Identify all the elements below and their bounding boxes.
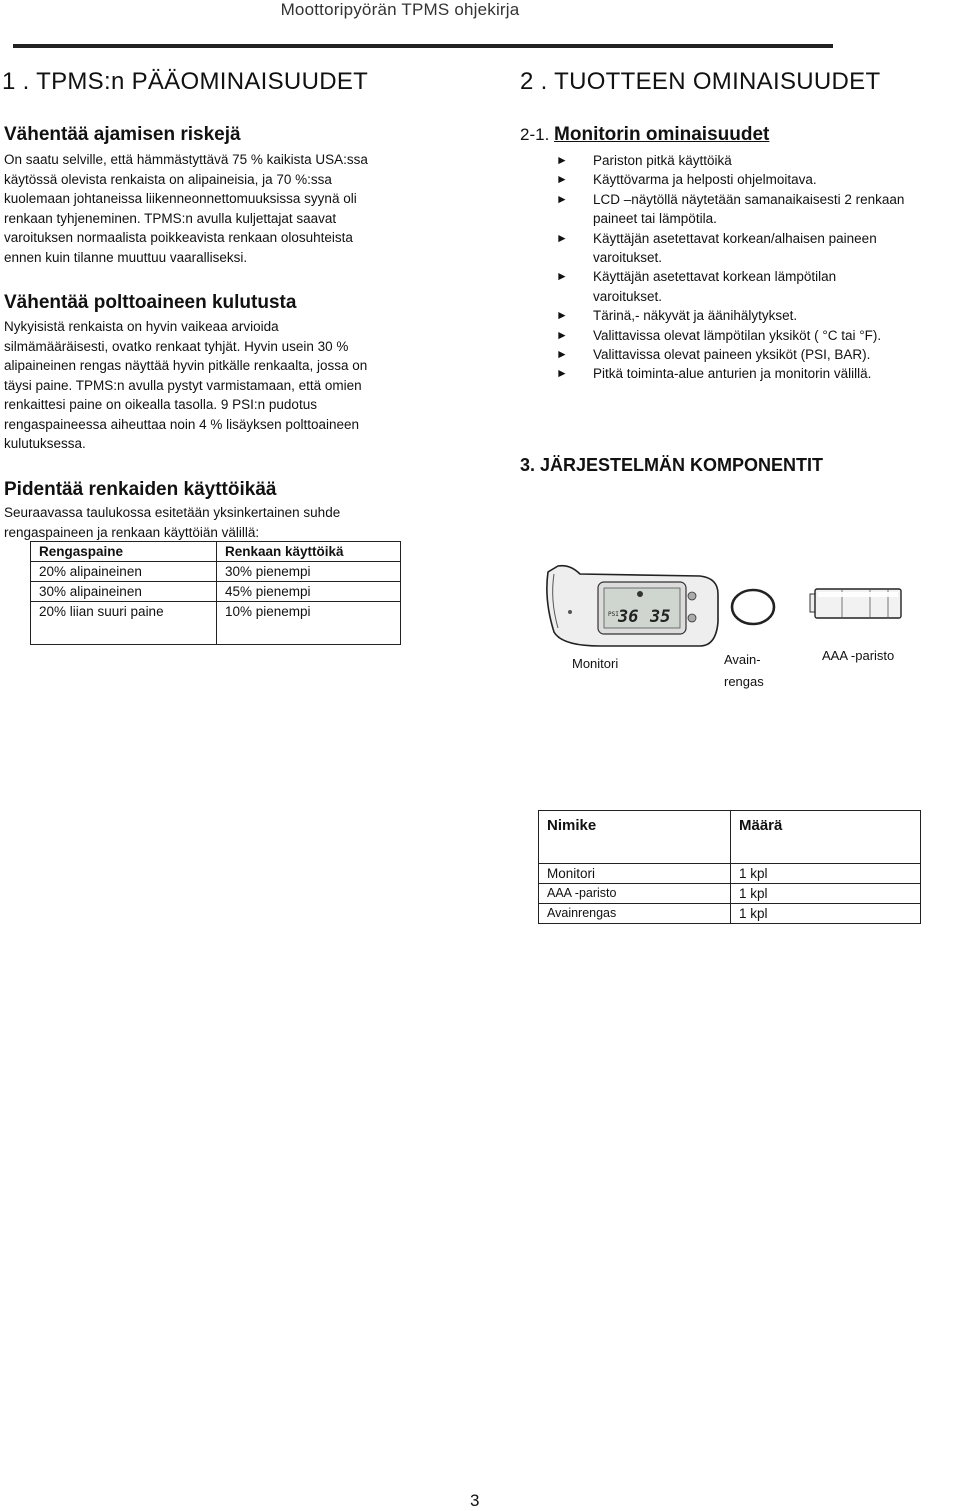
table-row	[539, 884, 921, 904]
table-cell: 30% pienempi	[217, 562, 401, 582]
risk-line: käytössä olevista renkaista on alipaineisia, ja 70 %:ssa	[4, 171, 332, 187]
table-row	[539, 864, 921, 884]
key-ring-icon	[728, 586, 778, 628]
section2-1-title: Monitorin ominaisuudet	[554, 124, 770, 145]
fuel-line: rengaspaineessa aiheuttaa noin 4 % lisäyksen polttoaineen	[4, 416, 360, 432]
life-line: Seuraavassa taulukossa esitetään yksinkertainen suhde	[4, 505, 341, 520]
list-item: ► Pitkä toiminta-alue anturien ja monitorin välillä.	[520, 364, 960, 383]
fuel-line: renkaittesi paine on oikealla tasolla. 9 PSI:n pudotus	[4, 397, 317, 412]
list-item: ► Tärinä,- näkyvät ja äänihälytykset.	[520, 306, 960, 325]
table-row	[31, 602, 401, 645]
table-cell: 30% alipaineinen	[31, 582, 217, 602]
list-item: ► Käyttäjän asetettavat korkean lämpötilan varoitukset.	[556, 269, 837, 304]
feature-list	[520, 151, 960, 384]
table-header-cell: Renkaan käyttöikä	[217, 542, 401, 562]
risk-heading: Vähentää ajamisen riskejä	[4, 124, 241, 145]
table-header-cell: Määrä	[731, 811, 921, 864]
section2-1-number: 2-1.	[520, 125, 550, 144]
list-item: ► LCD –näytöllä näytetään samanaikaisesti 2 renkaan paineet tai lämpötila.	[556, 191, 905, 227]
fuel-line: alipaineinen rengas näyttää hyvin pitkälle renkaalta, jossa on	[4, 358, 368, 373]
table-cell: 20% alipaineinen	[31, 562, 217, 582]
display-right-value: 35	[650, 607, 671, 627]
fuel-paragraph	[4, 317, 444, 454]
display-unit-label: PSI	[608, 611, 619, 618]
bullet-arrow-icon: ►	[556, 327, 568, 342]
table-header-cell: Rengaspaine	[31, 542, 217, 562]
risk-line: ennen kuin tilanne muuttuu vaaralliseksi.	[4, 249, 248, 265]
table-row	[31, 562, 401, 582]
list-item: ► Pariston pitkä käyttöikä	[520, 151, 960, 170]
table-header-row	[31, 542, 401, 562]
section1-title: 1 . TPMS:n PÄÄOMINAISUUDET	[2, 68, 369, 95]
bullet-arrow-icon: ►	[556, 172, 568, 187]
display-left-value: 36	[618, 607, 639, 627]
table-cell: 45% pienempi	[217, 582, 401, 602]
bullet-arrow-icon: ►	[556, 366, 568, 381]
bullet-arrow-icon: ►	[556, 153, 568, 167]
life-paragraph	[4, 503, 444, 542]
tire-life-table	[30, 541, 401, 645]
table-row	[539, 904, 921, 924]
table-cell: 20% liian suuri paine	[31, 602, 217, 645]
table-cell: Monitori	[539, 864, 731, 884]
components-table	[538, 810, 921, 924]
page-number: 3	[470, 1491, 480, 1510]
risk-line: renkaan tyhjeneminen. TPMS:n avulla kuljettajat saavat	[4, 210, 337, 226]
monitor-remote-icon	[540, 560, 720, 650]
table-cell: 1 kpl	[731, 884, 921, 904]
section2-1-heading	[520, 124, 769, 146]
list-item: ► Valittavissa olevat lämpötilan yksiköt ( °C tai °F).	[520, 326, 960, 345]
document-header-title: Moottoripyörän TPMS ohjekirja	[280, 0, 520, 19]
fuel-line: kulutuksessa.	[4, 436, 86, 451]
life-heading: Pidentää renkaiden käyttöikää	[4, 479, 277, 500]
battery-icon	[808, 586, 908, 622]
section2-title: 2 . TUOTTEEN OMINAISUUDET	[520, 68, 881, 95]
risk-line: On saatu selville, että hämmästyttävä 75 % kaikista USA:ssa	[4, 152, 368, 167]
fuel-line: Nykyisistä renkaista on hyvin vaikeaa arvioida	[4, 319, 279, 334]
monitor-caption: Monitori	[572, 656, 619, 671]
bullet-arrow-icon: ►	[556, 308, 568, 323]
fuel-heading: Vähentää polttoaineen kulutusta	[4, 292, 297, 313]
table-cell: AAA -paristo	[539, 884, 731, 904]
table-header-cell: Nimike	[539, 811, 731, 864]
table-row	[31, 582, 401, 602]
key-ring-caption: Avain- rengas	[724, 652, 764, 689]
table-header-row	[539, 811, 921, 864]
list-item: ► Käyttäjän asetettavat korkean/alhaisen paineen varoitukset.	[556, 230, 877, 266]
table-cell: 1 kpl	[731, 904, 921, 924]
header-rule	[13, 44, 833, 48]
bullet-arrow-icon: ►	[556, 347, 568, 362]
list-item: ► Käyttövarma ja helposti ohjelmoitava.	[520, 170, 960, 189]
risk-line: kuolemaan johtaneissa liikenneonnettomuuksissa syynä oli	[4, 191, 357, 206]
battery-caption: AAA -paristo	[822, 648, 895, 663]
fuel-line: silmämääräisesti, ovatko renkaat tyhjät. Hyvin usein 30 %	[4, 338, 349, 354]
risk-paragraph	[4, 150, 444, 267]
bullet-arrow-icon: ►	[556, 269, 568, 284]
life-line: rengaspaineen ja renkaan käyttöiän välillä:	[4, 524, 260, 540]
list-item: ► Valittavissa olevat paineen yksiköt (PSI, BAR).	[520, 345, 960, 364]
section3-title: 3. JÄRJESTELMÄN KOMPONENTIT	[520, 455, 824, 475]
risk-line: varoituksen normaalista poikkeavista renkaan olosuhteista	[4, 230, 353, 245]
fuel-line: täysi paine. TPMS:n avulla pystyt varmistamaan, että omien	[4, 377, 362, 393]
table-cell: Avainrengas	[539, 904, 731, 924]
bullet-arrow-icon: ►	[556, 230, 568, 245]
table-cell: 10% pienempi	[217, 602, 401, 645]
bullet-arrow-icon: ►	[556, 191, 568, 206]
table-cell: 1 kpl	[731, 864, 921, 884]
